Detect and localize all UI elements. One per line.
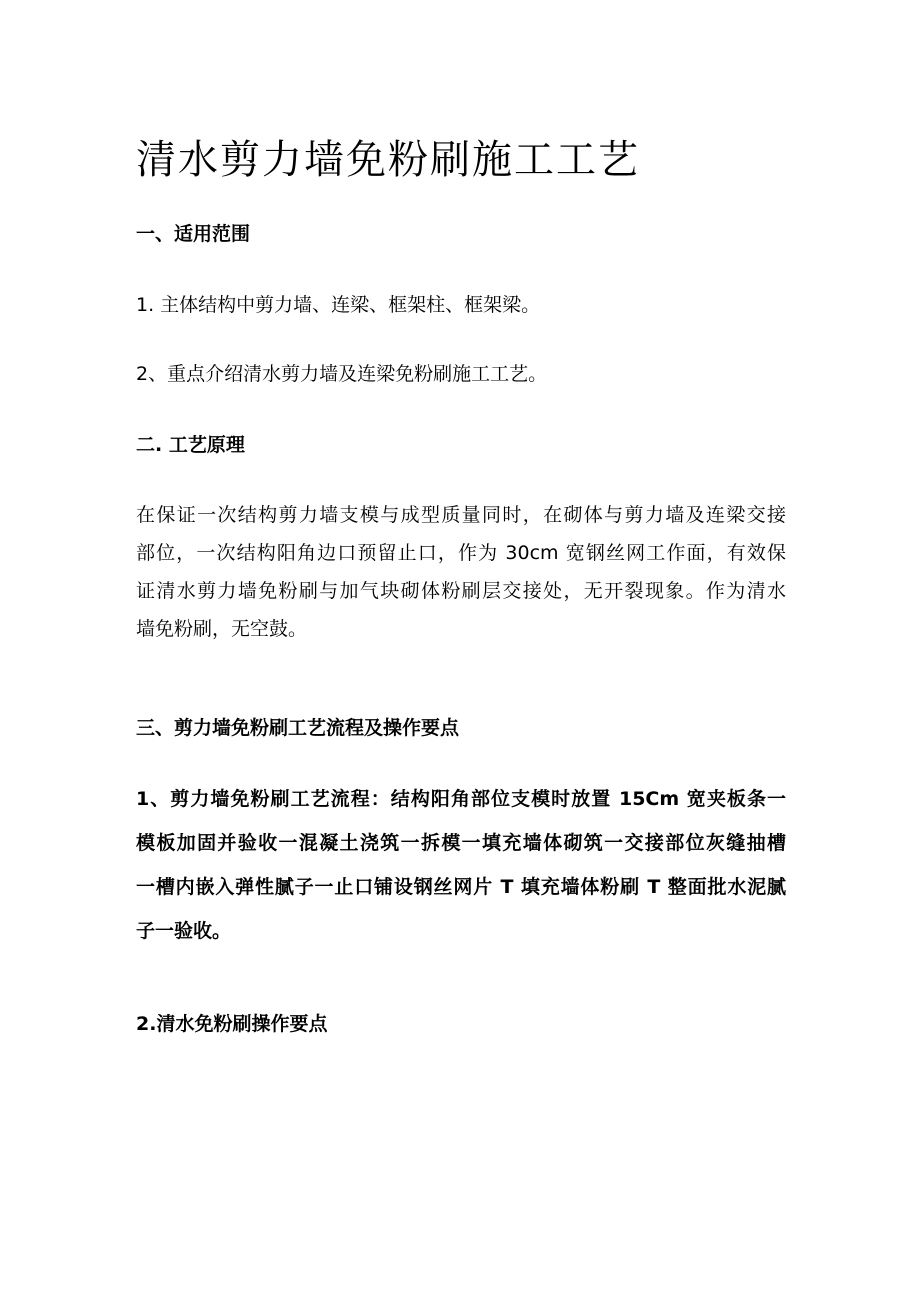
paragraph-line: 墙免粉刷，无空鼓。 [136,618,308,640]
document-title: 清水剪力墙免粉刷施工工艺 [136,137,640,183]
section-2-heading: 二. 工艺原理 [136,434,245,456]
flow-line: 一槽内嵌入弹性腻子一止口铺设钢丝网片 T 填充墙体粉刷 T 整面批水泥腻 [136,876,786,898]
paragraph-line: 证清水剪力墙免粉刷与加气块砌体粉刷层交接处，无开裂现象。作为清水 [136,580,786,602]
section-1-heading: 一、适用范围 [136,223,251,245]
flow-line: 1、剪力墙免粉刷工艺流程：结构阳角部位支模时放置 15Cm 宽夹板条一 [136,788,786,810]
section-3-item-2: 2.清水免粉刷操作要点 [136,1013,328,1035]
section-3-flow-paragraph [136,777,786,953]
paragraph-line: 部位，一次结构阳角边口预留止口，作为 30cm 宽钢丝网工作面，有效保 [136,542,786,564]
section-2-paragraph [136,496,786,648]
flow-line: 模板加固并验收一混凝土浇筑一拆模一填充墙体砌筑一交接部位灰缝抽槽 [136,832,786,854]
flow-line: 子一验收。 [136,920,232,942]
section-1-item-1: 1. 主体结构中剪力墙、连梁、框架柱、框架梁。 [136,294,541,316]
section-3-heading: 三、剪力墙免粉刷工艺流程及操作要点 [136,717,460,739]
paragraph-line: 在保证一次结构剪力墙支模与成型质量同时，在砌体与剪力墙及连梁交接 [136,504,786,526]
section-1-item-2: 2、重点介绍清水剪力墙及连梁免粉刷施工工艺。 [136,363,548,385]
